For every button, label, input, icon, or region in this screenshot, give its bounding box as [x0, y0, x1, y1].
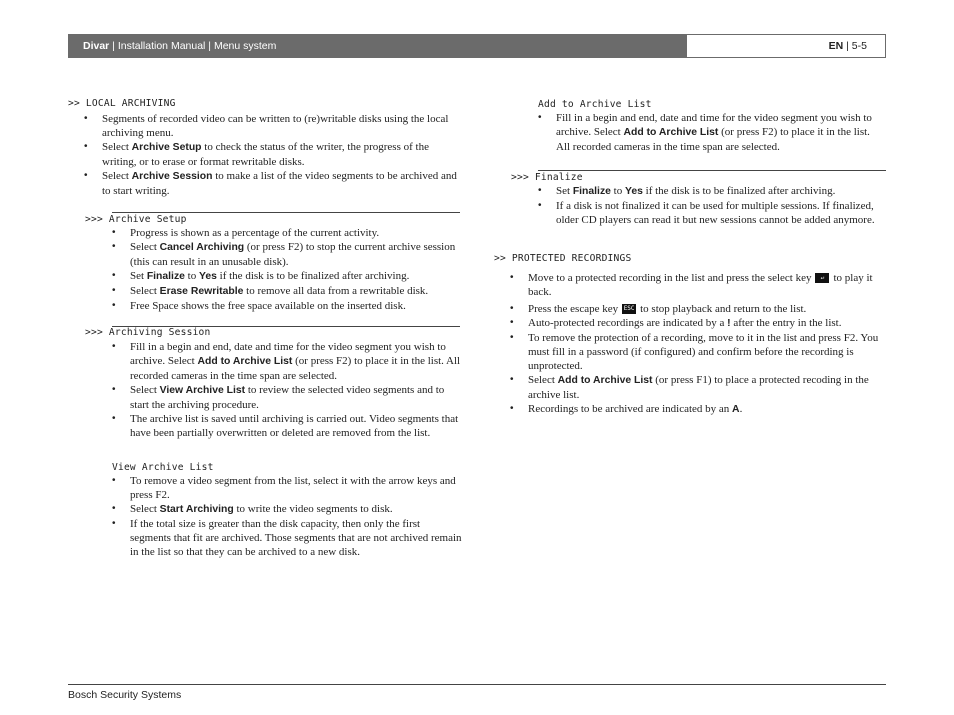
language-code: EN	[828, 40, 844, 52]
list-item: • Recordings to be archived are indicated by an A.	[510, 402, 886, 417]
heading-archiving-session: >>> Archiving Session	[85, 327, 211, 338]
menu-term: Archive Session	[131, 171, 213, 182]
menu-term: Archive Setup	[131, 142, 202, 153]
menu-term: Erase Rewritable	[159, 286, 244, 297]
list-item: • Press the escape key ESC to stop playback and return to the list.	[510, 302, 886, 316]
indicator-symbol: !	[727, 318, 731, 329]
heading-protected-recordings: >> PROTECTED RECORDINGS	[494, 253, 632, 264]
list-item: • Select View Archive List to review the selected video segments and to start the archiving procedure.	[112, 383, 462, 412]
indicator-symbol: A	[732, 404, 740, 415]
list-item: • Select Cancel Archiving (or press F2) to stop the current archive session (this can result in an unusable disk).	[112, 240, 462, 269]
list-item: • Set Finalize to Yes if the disk is to be finalized after archiving.	[538, 184, 886, 199]
footer-company: Bosch Security Systems	[68, 689, 182, 701]
heading-archive-setup: >>> Archive Setup	[85, 214, 187, 225]
heading-view-archive-list: View Archive List	[112, 462, 214, 473]
page-number: | 5-5	[843, 40, 867, 52]
menu-term: Yes	[198, 271, 217, 282]
escape-key-icon: ESC	[623, 305, 635, 313]
heading-local-archiving: >> LOCAL ARCHIVING	[68, 98, 176, 109]
protected-recordings-list	[510, 271, 886, 417]
manual-title: | Installation Manual | Menu system	[109, 40, 277, 52]
menu-term: Add to Archive List	[197, 356, 293, 367]
local-archiving-list	[84, 112, 462, 198]
list-item: • Select Archive Setup to check the status of the writer, the progress of the writing, or to erase or format rewritable disks.	[84, 140, 462, 169]
list-item: • To remove the protection of a recording, move to it in the list and press F2. You must fill in a password (if configured) and confirm before the recording is unprotected.	[510, 331, 886, 373]
menu-term: View Archive List	[159, 385, 246, 396]
menu-term: Finalize	[572, 186, 611, 197]
list-item: • Auto-protected recordings are indicated by a ! after the entry in the list.	[510, 316, 886, 331]
list-item: • Segments of recorded video can be written to (re)writable disks using the local archiving menu.	[84, 112, 462, 140]
list-item: • Select Archive Session to make a list of the video segments to be archived and to start writing.	[84, 169, 462, 198]
list-item: • Select Start Archiving to write the video segments to disk.	[112, 502, 462, 517]
archiving-session-list	[112, 340, 462, 440]
section-rule	[112, 212, 460, 213]
list-item: • To remove a video segment from the list, select it with the arrow keys and press F2.	[112, 474, 462, 502]
list-item: • Select Erase Rewritable to remove all data from a rewritable disk.	[112, 284, 462, 299]
product-name: Divar	[83, 40, 110, 52]
footer-rule	[68, 684, 886, 685]
section-rule	[538, 170, 886, 171]
list-item: • Fill in a begin and end, date and time for the video segment you wish to archive. Select Add to Archive List (or press F2) to place it in the list. All recorded cameras in the time span are selected.	[112, 340, 462, 383]
list-item: • Progress is shown as a percentage of the current activity.	[112, 226, 462, 240]
finalize-list	[538, 184, 886, 227]
archive-setup-list	[112, 226, 462, 313]
list-item: • Free Space shows the free space available on the inserted disk.	[112, 299, 462, 313]
view-archive-list-list	[112, 474, 462, 559]
menu-term: Add to Archive List	[623, 127, 719, 138]
enter-key-icon: ↵	[815, 273, 829, 283]
header-page-box	[686, 34, 886, 58]
list-item: • Select Add to Archive List (or press F1) to place a protected recoding in the archive list.	[510, 373, 886, 402]
menu-term: Add to Archive List	[557, 375, 653, 386]
list-item: • The archive list is saved until archiving is carried out. Video segments that have been partially overwritten or deleted are removed from the list.	[112, 412, 462, 440]
menu-term: Start Archiving	[159, 504, 234, 515]
menu-term: Yes	[624, 186, 643, 197]
menu-term: Cancel Archiving	[159, 242, 245, 253]
heading-add-to-archive-list: Add to Archive List	[538, 99, 652, 110]
heading-finalize: >>> Finalize	[511, 172, 583, 183]
menu-term: Finalize	[146, 271, 185, 282]
add-to-archive-list-list	[538, 111, 886, 154]
list-item: • If a disk is not finalized it can be used for multiple sessions. If finalized, older CD players can read it but new sessions cannot be added anymore.	[538, 199, 886, 227]
header-title-bar	[68, 34, 686, 58]
list-item: • Move to a protected recording in the list and press the select key ↵ to play it back.	[510, 271, 886, 299]
list-item: • Fill in a begin and end, date and time for the video segment you wish to archive. Select Add to Archive List (or press F2) to place it in the list. All recorded cameras in the time span are selected.	[538, 111, 886, 154]
list-item: • If the total size is greater than the disk capacity, then only the first segments that fit are archived. Those segments that are not archived remain in the list so that they can be archived to a new disk.	[112, 517, 462, 559]
list-item: • Set Finalize to Yes if the disk is to be finalized after archiving.	[112, 269, 462, 284]
